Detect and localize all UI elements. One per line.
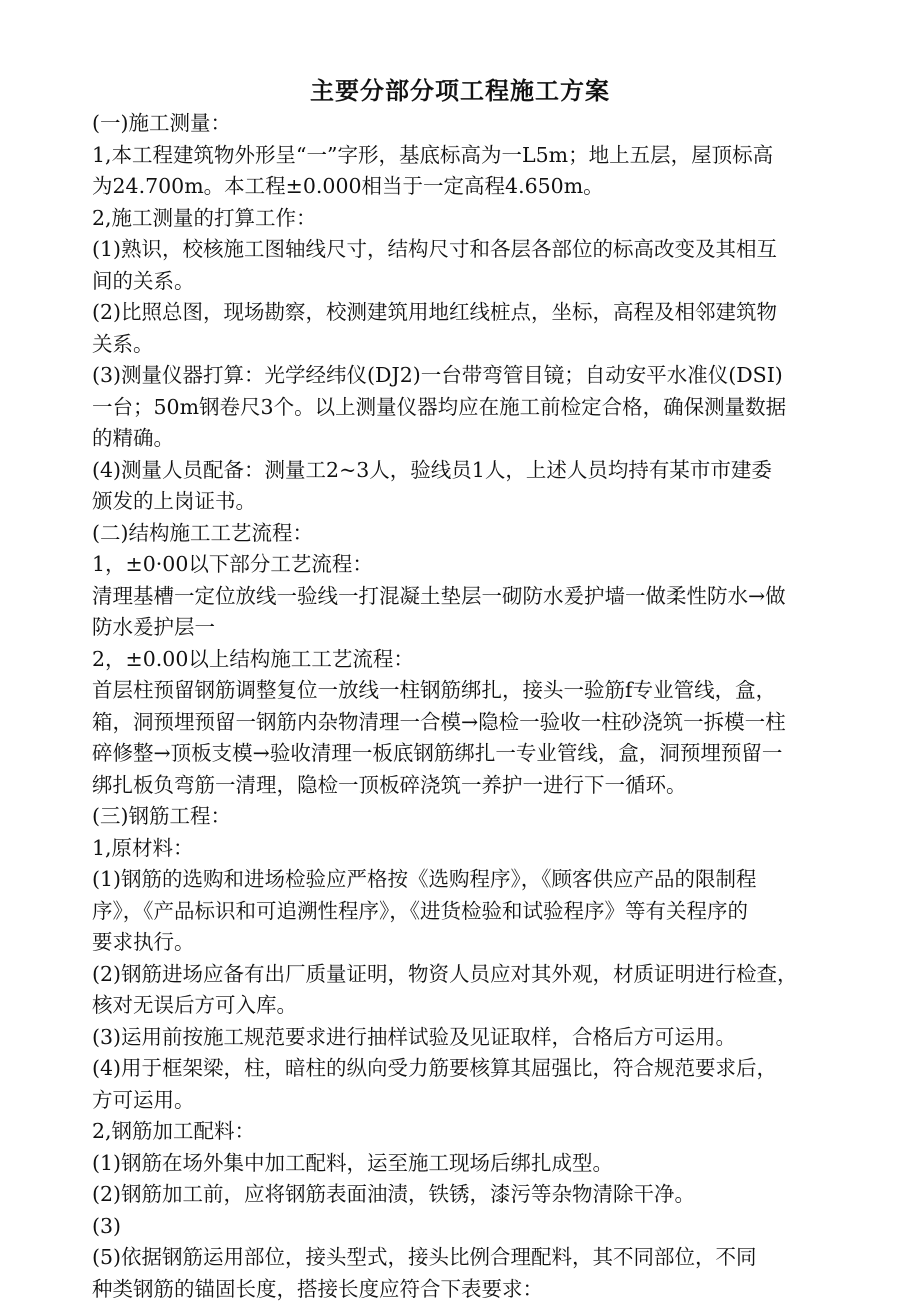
text-line: (5)依据钢筋运用部位，接头型式，接头比例合理配料，其不同部位，不同 bbox=[92, 1242, 852, 1274]
text-line: 1，±0·00以下部分工艺流程： bbox=[92, 549, 852, 581]
text-line: 2,施工测量的打算工作： bbox=[92, 203, 852, 235]
document-title: 主要分部分项工程施工方案 bbox=[0, 74, 920, 108]
text-line: 首层柱预留钢筋调整复位一放线一柱钢筋绑扎，接头一验筋f专业管线，盒， bbox=[92, 675, 852, 707]
text-line: (4)用于框架梁，柱，暗柱的纵向受力筋要核算其屈强比，符合规范要求后， bbox=[92, 1053, 852, 1085]
text-line: 颁发的上岗证书。 bbox=[92, 486, 852, 518]
text-line: 的精确。 bbox=[92, 423, 852, 455]
text-line: 防水爰护层一 bbox=[92, 612, 852, 644]
text-line: 碎修整→顶板支模→验收清理一板底钢筋绑扎一专业管线，盒，洞预埋预留一 bbox=[92, 738, 852, 770]
text-line: (3) bbox=[92, 1211, 852, 1243]
text-line: (2)钢筋加工前，应将钢筋表面油渍，铁锈，漆污等杂物清除干净。 bbox=[92, 1179, 852, 1211]
text-line: 2，±0.00以上结构施工工艺流程： bbox=[92, 644, 852, 676]
text-line: (2)比照总图，现场勘察，校测建筑用地红线桩点，坐标，高程及相邻建筑物 bbox=[92, 297, 852, 329]
text-line: (4)测量人员配备：测量工2~3人，验线员1人，上述人员均持有某市市建委 bbox=[92, 455, 852, 487]
text-line: 箱，洞预埋预留一钢筋内杂物清理一合模→隐检一验收一柱砂浇筑一拆模一柱 bbox=[92, 707, 852, 739]
text-line: 清理基槽一定位放线一验线一打混凝土垫层一砌防水爰护墙一做柔性防水→做 bbox=[92, 581, 852, 613]
text-line: (三)钢筋工程： bbox=[92, 801, 852, 833]
text-line: (一)施工测量： bbox=[92, 108, 852, 140]
text-line: 方可运用。 bbox=[92, 1085, 852, 1117]
text-line: (3)测量仪器打算：光学经纬仪(DJ2)一台带弯管目镜；自动安平水准仪(DSI) bbox=[92, 360, 852, 392]
text-line: (3)运用前按施工规范要求进行抽样试验及见证取样，合格后方可运用。 bbox=[92, 1022, 852, 1054]
text-line: 为24.700m。本工程±0.000相当于一定高程4.650m。 bbox=[92, 171, 852, 203]
text-line: (1)钢筋的选购和进场检验应严格按《选购程序》，《顾客供应产品的限制程 bbox=[92, 864, 852, 896]
text-line: 间的关系。 bbox=[92, 266, 852, 298]
text-line: (1)钢筋在场外集中加工配料，运至施工现场后绑扎成型。 bbox=[92, 1148, 852, 1180]
text-line: (2)钢筋进场应备有出厂质量证明，物资人员应对其外观，材质证明进行检查， bbox=[92, 959, 852, 991]
text-line: 绑扎板负弯筋一清理，隐检一顶板碎浇筑一养护一进行下一循环。 bbox=[92, 770, 852, 802]
text-line: 种类钢筋的锚固长度，搭接长度应符合下表要求： bbox=[92, 1274, 852, 1305]
text-line: 核对无误后方可入库。 bbox=[92, 990, 852, 1022]
text-line: 1,原材料： bbox=[92, 833, 852, 865]
text-line: (1)熟识，校核施工图轴线尺寸，结构尺寸和各层各部位的标高改变及其相互 bbox=[92, 234, 852, 266]
text-line: 序》，《产品标识和可追溯性程序》，《进货检验和试验程序》等有关程序的 bbox=[92, 896, 852, 928]
text-line: (二)结构施工工艺流程： bbox=[92, 518, 852, 550]
text-line: 1,本工程建筑物外形呈“一”字形，基底标高为一L5m；地上五层，屋顶标高 bbox=[92, 140, 852, 172]
text-line: 要求执行。 bbox=[92, 927, 852, 959]
text-line: 2,钢筋加工配料： bbox=[92, 1116, 852, 1148]
document-body bbox=[92, 108, 852, 1305]
text-line: 一台；50m钢卷尺3个。以上测量仪器均应在施工前检定合格，确保测量数据 bbox=[92, 392, 852, 424]
text-line: 关系。 bbox=[92, 329, 852, 361]
